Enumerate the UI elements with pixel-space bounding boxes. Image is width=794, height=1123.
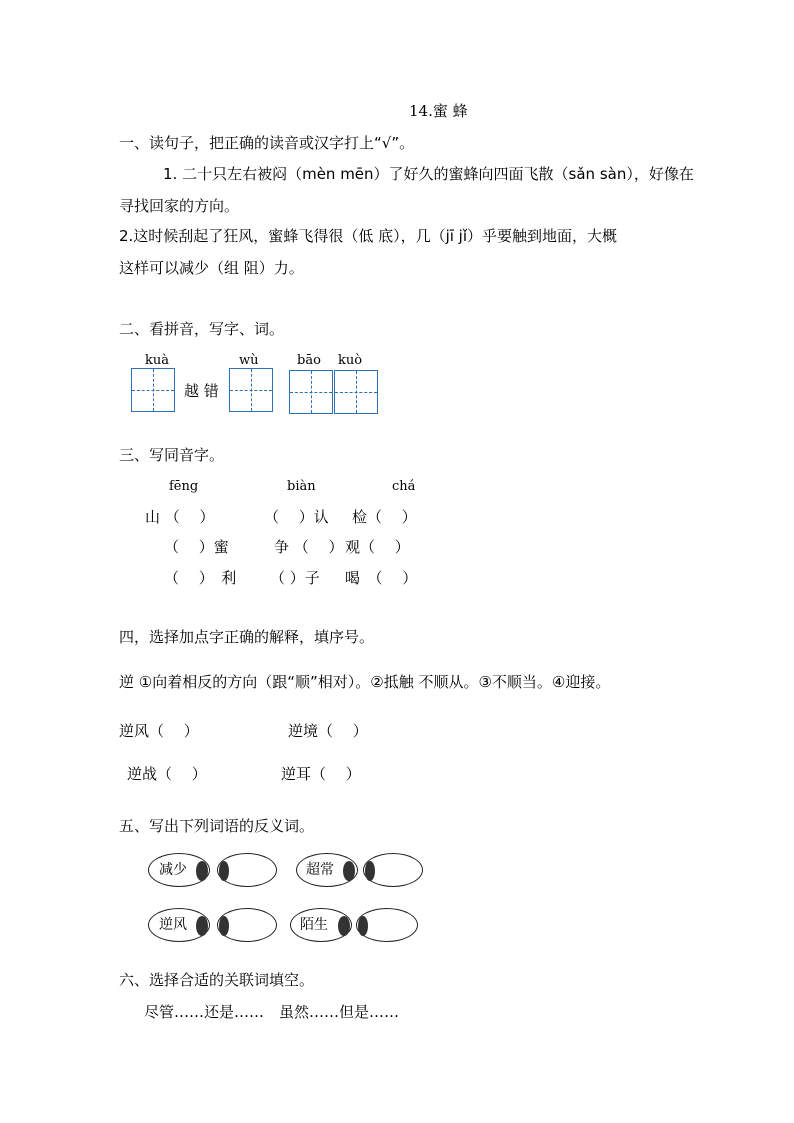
- writing-box-1[interactable]: [131, 368, 175, 412]
- s3-r2-c1: （ ）蜜: [164, 538, 229, 556]
- s3-r2-c3: 观（ ）: [345, 538, 410, 556]
- s4-q3: 逆战（ ）: [127, 765, 207, 783]
- oval-joint-dot: [196, 861, 208, 881]
- antonym-word-1: 减少: [159, 862, 187, 878]
- oval-joint-dot: [358, 916, 368, 936]
- section-4-heading: 四，选择加点字正确的解释，填序号。: [119, 628, 375, 646]
- s1-line-2b: 这样可以减少（组 阻）力。: [119, 259, 304, 277]
- oval-joint-dot: [365, 861, 375, 881]
- section-5-heading: 五、写出下列词语的反义词。: [119, 817, 315, 835]
- s4-q1: 逆风（ ）: [119, 722, 199, 740]
- s3-r1-c1: 山 （ ）: [145, 508, 215, 526]
- writing-box-4[interactable]: [334, 370, 378, 414]
- s3-r1-c3: 检（ ）: [352, 508, 417, 526]
- s1-line-2a: 2.这时候刮起了狂风，蜜蜂飞得很（低 底），几（jī jǐ）乎要触到地面，大概: [119, 227, 618, 245]
- section-1-heading: 一、读句子，把正确的读音或汉字打上“√”。: [119, 134, 415, 152]
- pinyin-wu: wù: [239, 353, 259, 368]
- s6-options: 尽管……还是…… 虽然……但是……: [144, 1003, 400, 1021]
- writing-box-3[interactable]: [289, 370, 333, 414]
- oval-joint-dot: [219, 916, 229, 936]
- section-2-heading: 二、看拼音，写字、词。: [119, 320, 285, 338]
- pinyin-cha: chá: [392, 479, 416, 494]
- s3-r3-c2: （ ）子: [270, 569, 320, 587]
- antonym-word-2: 超常: [306, 862, 334, 878]
- pinyin-bao: bāo: [297, 353, 321, 368]
- section-6-heading: 六、选择合适的关联词填空。: [119, 971, 315, 989]
- oval-joint-dot: [343, 861, 355, 881]
- oval-joint-dot: [196, 916, 208, 936]
- s1-line-1b: 寻找回家的方向。: [119, 197, 240, 215]
- page-title: 14.蜜 蜂: [409, 102, 468, 120]
- s2-given-chars: 越 错: [184, 382, 219, 400]
- antonym-word-4: 陌生: [300, 917, 328, 933]
- pinyin-bian: biàn: [287, 479, 316, 494]
- s4-q4: 逆耳（ ）: [281, 765, 361, 783]
- section-3-heading: 三、写同音字。: [119, 446, 225, 464]
- s4-q2: 逆境（ ）: [288, 722, 368, 740]
- s4-definition: 逆 ①向着相反的方向（跟“顺”相对）。②抵触 不顺从。③不顺当。④迎接。: [119, 673, 611, 691]
- s3-r1-c2: （ ）认: [264, 508, 329, 526]
- pinyin-feng: fēng: [169, 479, 199, 494]
- s3-r3-c3: 喝 （ ）: [345, 569, 418, 587]
- s1-line-1a: 1. 二十只左右被闷（mèn mēn）了好久的蜜蜂向四面飞散（sǎn sàn），好像在: [163, 165, 694, 183]
- s3-r3-c1: （ ） 利: [164, 569, 237, 587]
- pinyin-kua: kuà: [145, 353, 170, 368]
- writing-box-2[interactable]: [229, 368, 273, 412]
- s3-r2-c2: 争 （ ）: [274, 538, 344, 556]
- antonym-word-3: 逆风: [159, 917, 187, 933]
- oval-joint-dot: [219, 861, 229, 881]
- pinyin-kuo: kuò: [338, 353, 363, 368]
- oval-joint-dot: [338, 916, 350, 936]
